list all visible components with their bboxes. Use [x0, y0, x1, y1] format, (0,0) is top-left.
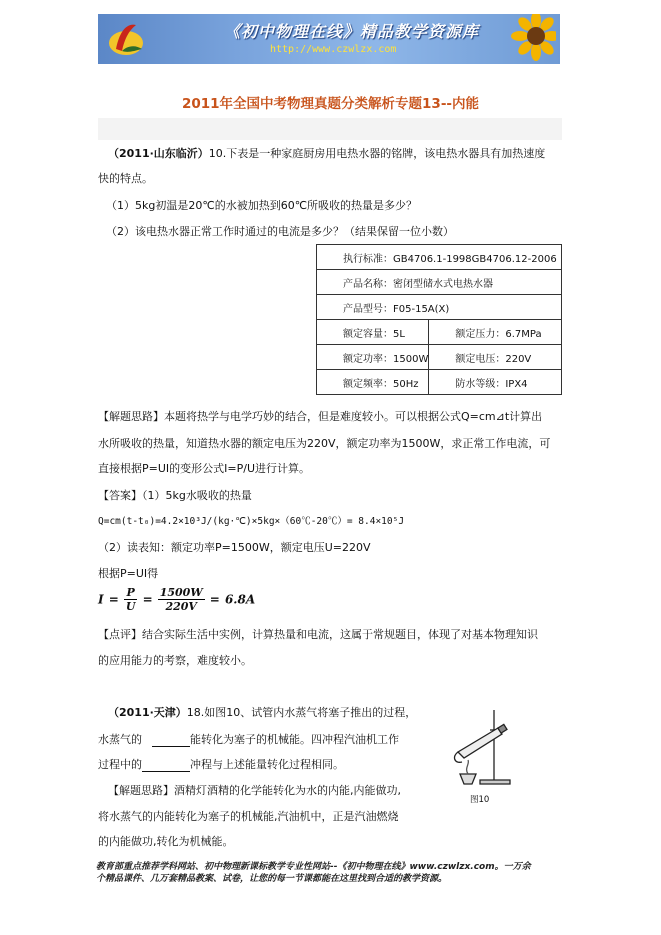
site-logo-icon: [106, 19, 146, 59]
q2-stem-line2: [98, 733, 399, 747]
q1-stem-line1: [108, 147, 545, 161]
formula-lhs: I: [98, 592, 104, 607]
fraction-numerator: P: [124, 586, 138, 600]
q2-analysis-line1: 【解题思路】酒精灯酒精的化学能转化为水的内能,内能做功,: [108, 784, 401, 797]
q1-sub2: （2）该电热水器正常工作时通过的电流是多少？（结果保留一位小数）: [106, 225, 454, 238]
q2-stem-text: 过程中的: [98, 758, 142, 771]
q2-stem-line1: [108, 706, 416, 720]
table-cell: 执行标准：GB4706.1-1998GB4706.12-2006: [317, 245, 562, 270]
footer-line2: 个精品课件、几万套精品教案、试卷，让您的每一节课都能在这里找到合适的教学资源。: [96, 874, 448, 884]
formula-equals: =: [209, 592, 220, 607]
fraction-p-over-u: [124, 586, 138, 613]
q2-stem-text: 18.如图10、试管内水蒸气将塞子推出的过程，: [186, 706, 417, 719]
q2-analysis-line3: 的内能做功,转化为机械能。: [98, 835, 234, 848]
table-cell: 额定压力：6.7MPa: [429, 320, 562, 345]
q1-analysis-line2: 水所吸收的热量，知道热水器的额定电压为220V，额定功率为1500W，求正常工作电流，可: [98, 437, 551, 450]
table-row: [317, 345, 562, 370]
q1-analysis-line1: 【解题思路】本题将热学与电学巧妙的结合，但是难度较小。可以根据公式Q=cm⊿t计算出: [98, 410, 543, 423]
table-row: [317, 270, 562, 295]
footer-line1: 教育部重点推荐学科网站、初中物理新课标教学专业性网站--《初中物理在线》www.czwlzx.com。一万余: [96, 862, 531, 872]
fraction-numerator: 1500W: [159, 586, 203, 599]
current-formula: [98, 586, 255, 613]
formula-equals: =: [108, 592, 119, 607]
q1-stem-text: 10.下表是一种家庭厨房用电热水器的铭牌，该电热水器具有加热速度: [208, 147, 546, 160]
q1-sub1: （1）5kg初温是20℃的水被加热到60℃所吸收的热量是多少？: [106, 199, 418, 212]
banner-url[interactable]: http://www.czwlzx.com: [270, 44, 397, 55]
fraction-denominator: U: [125, 600, 136, 613]
table-cell: 额定频率：50Hz: [317, 370, 429, 395]
q1-analysis-line3: 直接根据P=UI的变形公式I=P/U进行计算。: [98, 462, 310, 475]
q2-stem-text: 能转化为塞子的机械能。四冲程汽油机工作: [190, 733, 399, 746]
answer-blank[interactable]: [152, 735, 190, 747]
q1-answer-line3: （2）读表知：额定功率P=1500W，额定电压U=220V: [98, 541, 371, 554]
formula-result: 6.8A: [224, 592, 256, 607]
table-cell: 产品名称：密闭型储水式电热水器: [317, 270, 562, 295]
q1-answer-line4: 根据P=UI得: [98, 567, 159, 580]
q1-answer-line2: Q=cm(t-t₀)=4.2×10³J/(kg·℃)×5kg×（60℃-20℃）= 8.4×10⁵J: [98, 516, 405, 527]
figure-label: 图10: [470, 795, 490, 805]
sunflower-icon: [496, 14, 556, 64]
divider-band: [98, 118, 562, 140]
fraction-values: [158, 586, 205, 613]
table-row: [317, 295, 562, 320]
q2-source: （2011·天津）: [108, 706, 187, 719]
formula-equals: =: [142, 592, 153, 607]
table-row: [317, 370, 562, 395]
header-banner: [98, 14, 560, 64]
q2-stem-text: 水蒸气的: [98, 733, 142, 746]
q2-stem-line3: [98, 758, 344, 772]
table-row: [317, 320, 562, 345]
table-cell: 防水等级：IPX4: [429, 370, 562, 395]
q1-comment-line2: 的应用能力的考察，难度较小。: [98, 654, 252, 667]
footer-note: [96, 861, 566, 885]
q2-stem-text: 冲程与上述能量转化过程相同。: [190, 758, 344, 771]
table-cell: 额定电压：220V: [429, 345, 562, 370]
q1-stem-line2: 快的特点。: [98, 172, 153, 185]
spec-table: [316, 244, 562, 395]
q1-answer-line1: 【答案】（1）5kg水吸收的热量: [98, 489, 252, 502]
table-cell: 额定功率：1500W: [317, 345, 429, 370]
answer-blank[interactable]: [142, 760, 190, 772]
table-cell: 产品型号：F05-15A(X): [317, 295, 562, 320]
q1-comment-line1: 【点评】结合实际生活中实例，计算热量和电流，这属于常规题目，体现了对基本物理知识: [98, 628, 538, 641]
q2-analysis-line2: 将水蒸气的内能转化为塞子的机械能,汽油机中，正是汽油燃烧: [98, 810, 399, 823]
table-row: [317, 245, 562, 270]
document-title: 2011年全国中考物理真题分类解析专题13--内能: [181, 96, 480, 112]
table-cell: 额定容量：5L: [317, 320, 429, 345]
fraction-denominator: 220V: [165, 600, 197, 613]
banner-title: 《初中物理在线》精品教学资源库: [224, 22, 480, 41]
test-tube-figure: [440, 704, 524, 806]
q1-source: （2011·山东临沂）: [108, 147, 209, 160]
